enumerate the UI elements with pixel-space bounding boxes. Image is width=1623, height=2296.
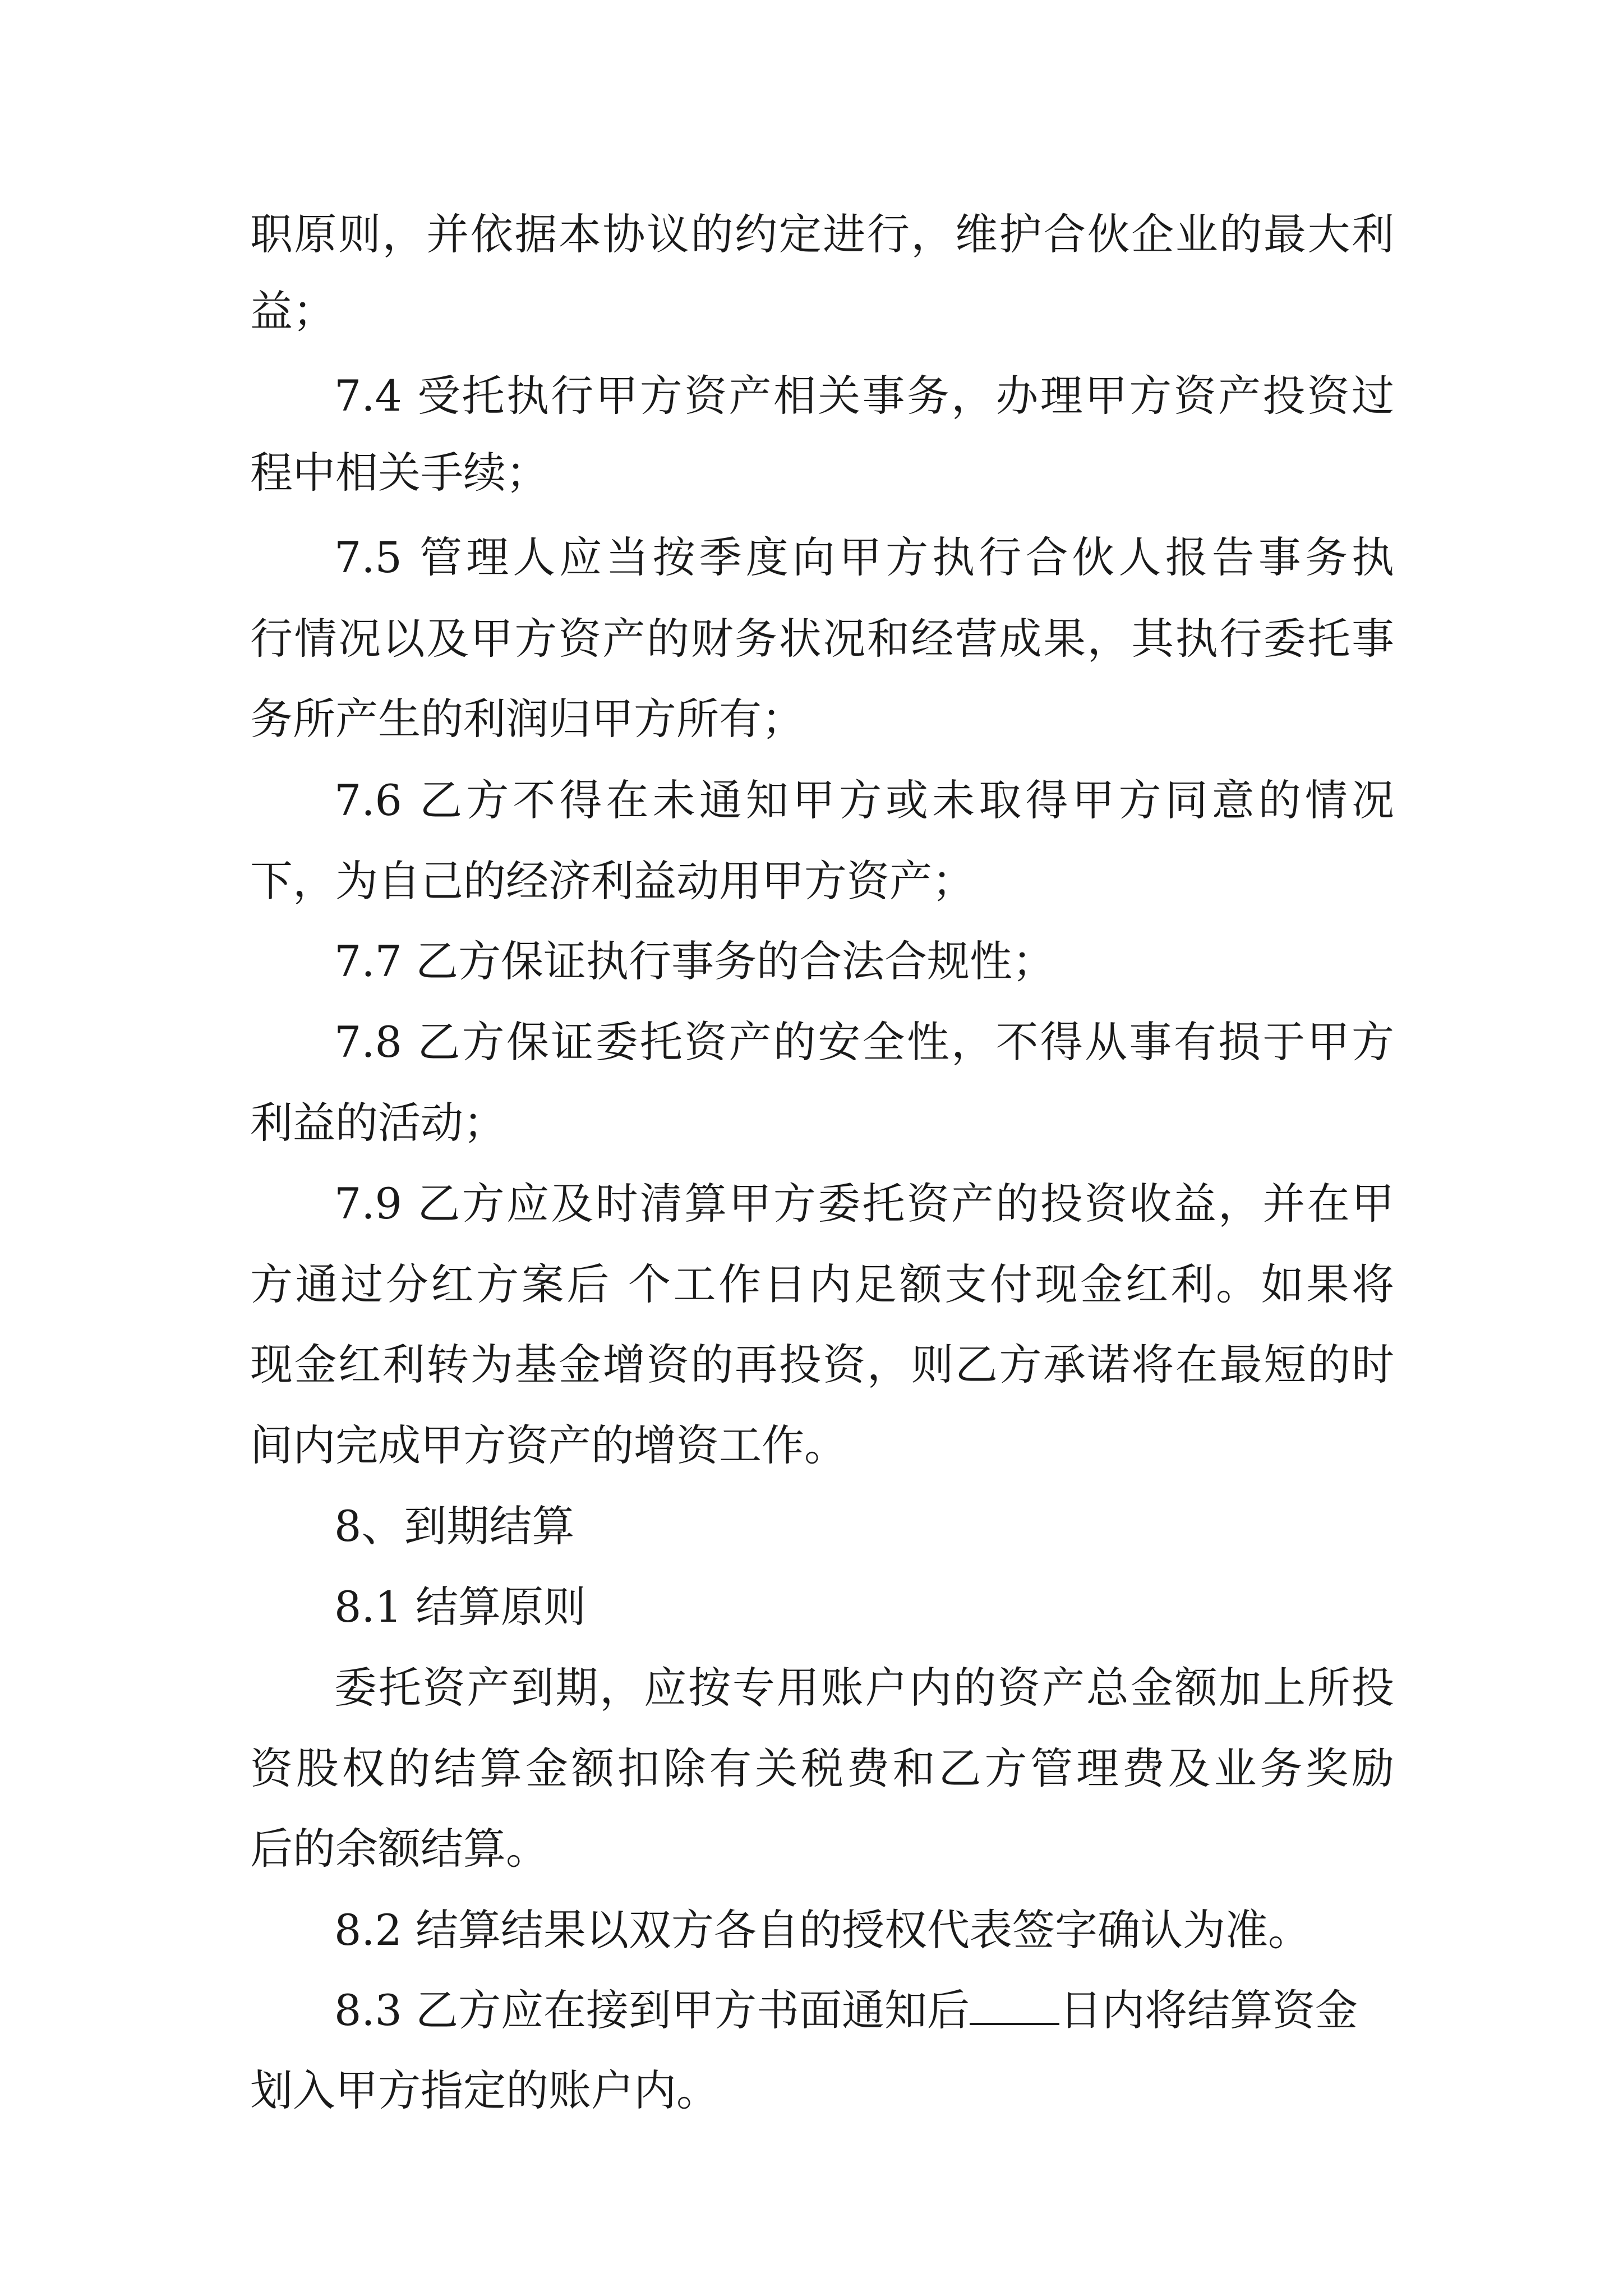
clause-7-6: 7.6 乙方不得在未通知甲方或未取得甲方同意的情况 xyxy=(334,775,1394,825)
clause-7-8: 7.8 乙方保证委托资产的安全性，不得从事有损于甲方 xyxy=(334,1017,1394,1067)
paragraph-line: 益； xyxy=(250,286,335,336)
clause-8-3-text-end: 日内将结算资金 xyxy=(1059,1985,1358,2035)
paragraph-line: 下，为自己的经济利益动用甲方资产； xyxy=(250,856,975,906)
paragraph-line: 间内完成甲方资产的增资工作。 xyxy=(250,1420,847,1470)
clause-8-3 xyxy=(334,1982,1394,2039)
paragraph-line: 利益的活动； xyxy=(250,1098,506,1148)
paragraph-line: 划入甲方指定的账户内。 xyxy=(250,2065,719,2115)
clause-8-2: 8.2 结算结果以双方各自的授权代表签字确认为准。 xyxy=(334,1905,1311,1955)
paragraph-line: 方通过分红方案后 个工作日内足额支付现金红利。如果将 xyxy=(250,1259,1394,1309)
clause-7-4: 7.4 受托执行甲方资产相关事务，办理甲方资产投资过 xyxy=(334,371,1394,421)
clause-8-1-heading: 8.1 结算原则 xyxy=(334,1582,587,1632)
fill-in-blank xyxy=(970,1987,1059,2025)
paragraph-line: 现金红利转为基金增资的再投资，则乙方承诺将在最短的时 xyxy=(250,1340,1394,1389)
paragraph-line: 资股权的结算金额扣除有关税费和乙方管理费及业务奖励 xyxy=(250,1743,1394,1793)
paragraph-line: 程中相关手续； xyxy=(250,448,548,498)
clause-7-7: 7.7 乙方保证执行事务的合法合规性； xyxy=(334,936,1055,986)
clause-7-9: 7.9 乙方应及时清算甲方委托资产的投资收益，并在甲 xyxy=(334,1179,1394,1228)
section-8-heading: 8、到期结算 xyxy=(334,1501,575,1551)
clause-8-1-text: 委托资产到期，应按专用账户内的资产总金额加上所投 xyxy=(334,1663,1394,1713)
paragraph-line: 职原则，并依据本协议的约定进行，维护合伙企业的最大利 xyxy=(250,209,1394,259)
paragraph-line: 行情况以及甲方资产的财务状况和经营成果，其执行委托事 xyxy=(250,614,1394,664)
paragraph-line: 后的余额结算。 xyxy=(250,1824,548,1874)
paragraph-line: 务所产生的利润归甲方所有； xyxy=(250,694,804,744)
clause-7-5: 7.5 管理人应当按季度向甲方执行合伙人报告事务执 xyxy=(334,532,1394,582)
clause-8-3-text-start: 8.3 乙方应在接到甲方书面通知后 xyxy=(334,1985,970,2035)
